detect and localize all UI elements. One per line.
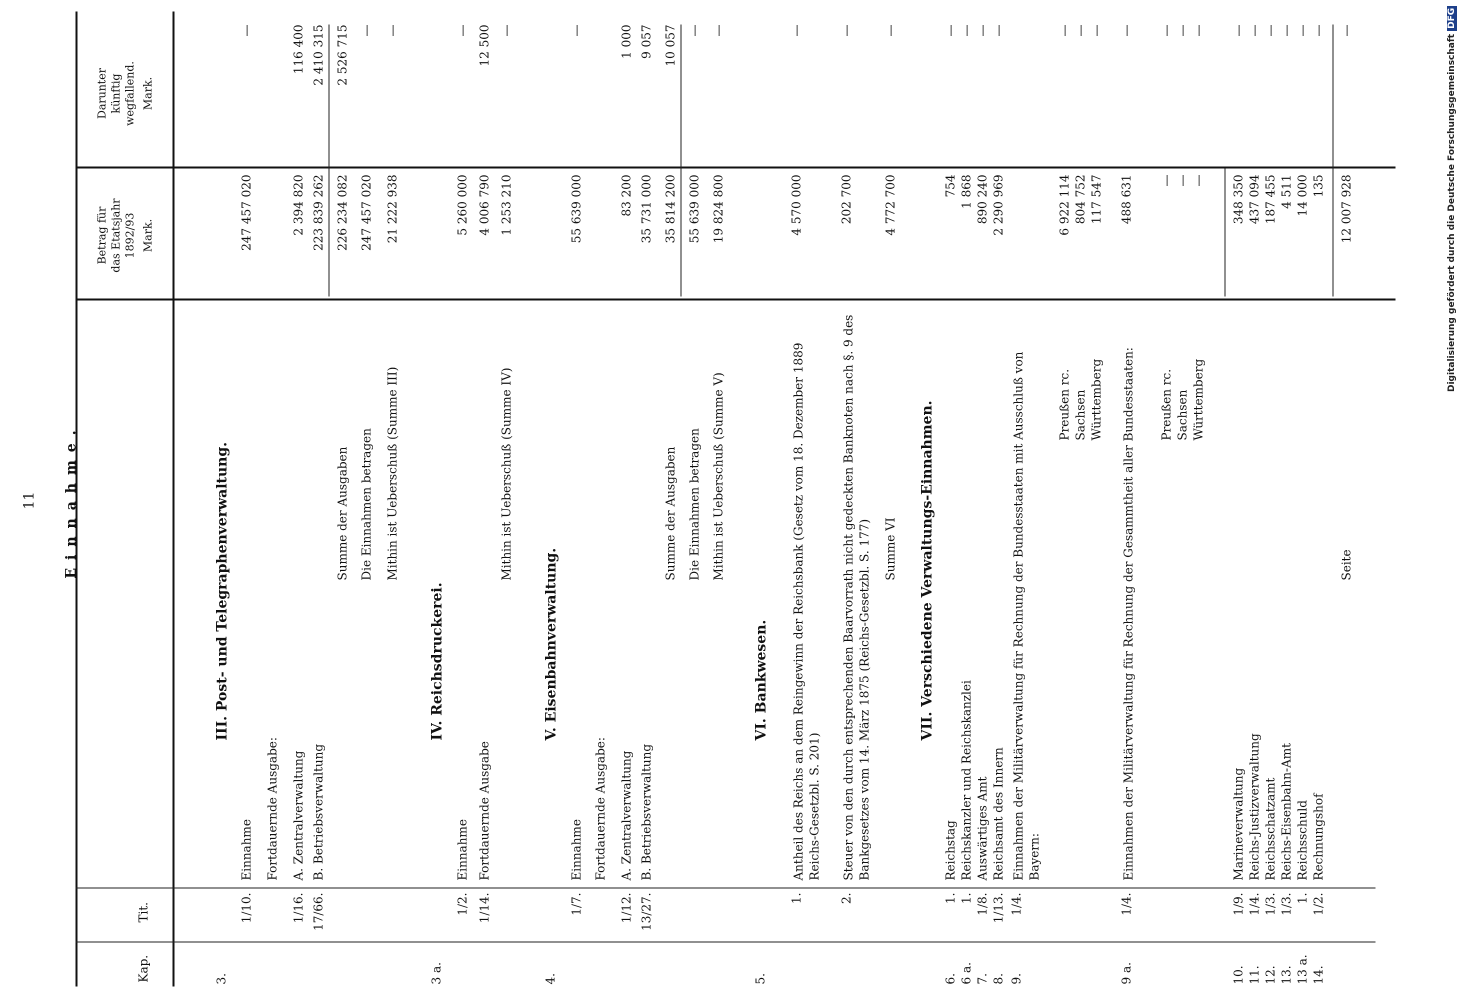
amount-cell: —: [1191, 174, 1205, 186]
tit-cell: 1.: [959, 892, 973, 904]
darunter-cell: —: [1311, 24, 1325, 36]
kap-cell: 7.: [975, 972, 989, 984]
darunter-cell: 116 400: [291, 24, 305, 74]
row-label: Summe VI: [883, 516, 897, 580]
darunter-cell: —: [1089, 24, 1103, 36]
darunter-cell: —: [1119, 24, 1133, 36]
row-label: Sachsen: [1073, 389, 1087, 440]
row-label: Fortdauernde Ausgabe:: [593, 736, 607, 880]
row-label: Marineverwaltung: [1231, 767, 1245, 880]
kap-cell: 12.: [1263, 964, 1277, 984]
row-label: B. Betriebsverwaltung: [311, 743, 325, 880]
amount-cell: 83 200: [619, 174, 633, 216]
row-label: Württemberg: [1089, 358, 1103, 440]
row-label: Einnahme: [455, 818, 469, 880]
row-label: Reichsschatzamt: [1263, 777, 1277, 880]
kap-cell: 9.: [1009, 972, 1023, 984]
amount-cell: 2 394 820: [291, 174, 305, 236]
amount-cell: 488 631: [1119, 174, 1133, 224]
kap-cell: 4.: [543, 972, 557, 984]
dfg-sidebar: [1438, 8, 1456, 392]
darunter-cell: —: [1175, 24, 1189, 36]
darunter-cell: —: [789, 24, 803, 36]
row-label: VII. Verschiedene Verwaltungs-Einnahmen.: [919, 399, 935, 740]
amount-cell: 55 639 000: [569, 174, 583, 243]
row-label: Steuer von den durch entsprechenden Baarvorrath nicht gedeckten Banknoten nach §. 9 des Bankgesetzes vom 14. März 1875 (Reichs-Gesetzbl. S. 177): [841, 314, 871, 880]
kap-cell: 13.: [1279, 964, 1293, 984]
tit-cell: 2.: [839, 892, 853, 904]
kap-cell: 9 a.: [1119, 961, 1133, 984]
amount-cell: 35 731 000: [639, 174, 653, 243]
tit-cell: 17/66.: [311, 892, 325, 931]
amount-cell: 2 290 969: [991, 174, 1005, 236]
kap-cell: 5.: [753, 972, 767, 984]
row-label: Einnahme: [239, 818, 253, 880]
row-label: Fortdauernde Ausgabe: [477, 740, 491, 880]
row-label: IV. Reichsdruckerei.: [429, 581, 445, 740]
amount-cell: 4 570 000: [789, 174, 803, 236]
amount-cell: 223 839 262: [311, 174, 325, 251]
amount-cell: 4 772 700: [883, 174, 897, 236]
tit-cell: 1/4.: [1247, 892, 1261, 916]
row-label: Seite: [1339, 548, 1353, 580]
amount-cell: —: [1159, 174, 1173, 186]
darunter-cell: —: [1247, 24, 1261, 36]
tit-cell: 1/14.: [477, 892, 491, 923]
darunter-cell: —: [1057, 24, 1071, 36]
amount-cell: 21 222 938: [385, 174, 399, 243]
kap-cell: 11.: [1247, 964, 1261, 984]
darunter-cell: —: [1191, 24, 1205, 36]
tit-cell: 1/3.: [1263, 892, 1277, 916]
row-label: B. Betriebsverwaltung: [639, 743, 653, 880]
darunter-cell: —: [991, 24, 1005, 36]
row-label: VI. Bankwesen.: [753, 619, 769, 740]
kap-cell: 3 a.: [429, 961, 443, 984]
kap-cell: 8.: [991, 972, 1005, 984]
row-label: Reichsamt des Innern: [991, 746, 1005, 880]
amount-cell: 247 457 020: [239, 174, 253, 251]
tit-cell: 1.: [789, 892, 803, 904]
amount-cell: 117 547: [1089, 174, 1103, 224]
tit-cell: 1/7.: [569, 892, 583, 916]
kap-cell: 6.: [943, 972, 957, 984]
row-label: Die Einnahmen betragen: [687, 427, 701, 580]
amount-cell: 187 455: [1263, 174, 1277, 224]
row-label: Württemberg: [1191, 358, 1205, 440]
darunter-cell: —: [1073, 24, 1087, 36]
row-label: III. Post- und Telegraphenverwaltung.: [214, 441, 230, 740]
darunter-cell: —: [975, 24, 989, 36]
tit-cell: 1/2.: [1311, 892, 1325, 916]
row-label: Reichskanzler und Reichskanzlei: [959, 679, 973, 880]
row-label: Preußen rc.: [1057, 368, 1071, 440]
row-label: Einnahme: [569, 818, 583, 880]
darunter-cell: 2 410 315: [311, 24, 325, 86]
row-label: V. Eisenbahnverwaltung.: [543, 547, 559, 740]
kap-cell: 14.: [1311, 964, 1325, 984]
header-tit: Tit.: [136, 901, 150, 922]
darunter-cell: —: [687, 24, 701, 36]
row-label: Mithin ist Ueberschuß (Summe III): [385, 366, 399, 580]
darunter-cell: 12 500: [477, 24, 491, 66]
row-label: Summe der Ausgaben: [663, 446, 677, 580]
tit-cell: 1/16.: [291, 892, 305, 923]
darunter-cell: 1 000: [619, 24, 633, 59]
darunter-cell: —: [943, 24, 957, 36]
row-label: A. Zentralverwaltung: [619, 750, 633, 880]
amount-cell: 55 639 000: [687, 174, 701, 243]
page-title: Einnahme.: [63, 421, 79, 579]
row-label: Preußen rc.: [1159, 368, 1173, 440]
darunter-cell: —: [1295, 24, 1309, 36]
amount-cell: 4 006 790: [477, 174, 491, 236]
amount-cell: 135: [1311, 174, 1325, 197]
tit-cell: 1/4.: [1119, 892, 1133, 916]
row-label: Mithin ist Ueberschuß (Summe V): [711, 371, 725, 580]
darunter-cell: —: [883, 24, 897, 36]
amount-cell: 35 814 200: [663, 174, 677, 243]
amount-cell: 226 234 082: [335, 174, 349, 251]
darunter-cell: 10 057: [663, 24, 677, 66]
row-label: Summe der Ausgaben: [335, 446, 349, 580]
darunter-cell: —: [385, 24, 399, 36]
row-label: Einnahmen der Militärverwaltung für Rechnung der Gesammtheit aller Bundesstaaten:: [1121, 346, 1135, 880]
kap-cell: 6 a.: [959, 961, 973, 984]
kap-cell: 13 a.: [1295, 953, 1309, 984]
darunter-cell: 2 526 715: [335, 24, 349, 86]
row-label: Die Einnahmen betragen: [359, 427, 373, 580]
kap-cell: 3.: [214, 972, 228, 984]
amount-cell: 1 253 210: [499, 174, 513, 236]
darunter-cell: —: [839, 24, 853, 36]
tit-cell: 1/3.: [1279, 892, 1293, 916]
page-number: 11: [21, 491, 37, 509]
amount-cell: 5 260 000: [455, 174, 469, 236]
darunter-cell: —: [499, 24, 513, 36]
amount-cell: 12 007 928: [1339, 174, 1353, 243]
kap-cell: 10.: [1231, 964, 1245, 984]
amount-cell: 348 350: [1231, 174, 1245, 224]
tit-cell: 1/4.: [1009, 892, 1023, 916]
amount-cell: 437 094: [1247, 174, 1261, 224]
row-label: Antheil des Reichs an dem Reingewinn der Reichsbank (Gesetz vom 18. Dezember 1889 Reichs-Gesetzbl. S. 201): [791, 342, 821, 880]
darunter-cell: —: [1231, 24, 1245, 36]
darunter-cell: —: [1339, 24, 1353, 36]
header-kap: Kap.: [136, 954, 150, 982]
darunter-cell: —: [359, 24, 373, 36]
row-label: Reichsschuld: [1295, 799, 1309, 880]
row-label: Rechnungshof: [1311, 792, 1325, 880]
darunter-cell: —: [1279, 24, 1293, 36]
tit-cell: 1.: [943, 892, 957, 904]
darunter-cell: —: [569, 24, 583, 36]
row-label: A. Zentralverwaltung: [291, 750, 305, 880]
tit-cell: 1/13.: [991, 892, 1005, 923]
dfg-credit-text: Digitalisierung gefördert durch die Deutsche Forschungsgemeinschaft: [1447, 33, 1457, 392]
row-label: Auswärtiges Amt: [975, 776, 989, 880]
darunter-cell: —: [1263, 24, 1277, 36]
tit-cell: 1.: [1295, 892, 1309, 904]
row-label: Reichstag: [943, 819, 957, 880]
darunter-cell: 9 057: [639, 24, 653, 59]
darunter-cell: —: [959, 24, 973, 36]
amount-cell: 754: [943, 174, 957, 197]
amount-cell: 19 824 800: [711, 174, 725, 243]
darunter-cell: —: [1159, 24, 1173, 36]
tit-cell: 1/8.: [975, 892, 989, 916]
amount-cell: 247 457 020: [359, 174, 373, 251]
dfg-badge: DFG: [1447, 7, 1457, 29]
tit-cell: 13/27.: [639, 892, 653, 931]
darunter-cell: —: [711, 24, 725, 36]
amount-cell: —: [1175, 174, 1189, 186]
amount-cell: 202 700: [839, 174, 853, 224]
row-label: Sachsen: [1175, 389, 1189, 440]
amount-cell: 4 511: [1279, 174, 1293, 209]
amount-cell: 14 000: [1295, 174, 1309, 216]
rotated-table: 11 Einnahme. Kap. Tit. Betrag für das Etatsjahr 1892/93 Mark. Darunter künftig wegfallend. Mark. 3. III. Post- und Telegraphenverwaltung. 1/10. Einnahme 247 457 020 — Fortdauernde Ausgabe: 1/16. A. Zentralverwaltung 2 394 820 116 400 17/66. B. Betriebsverwaltung 223 839 262 2 410 315 Summe der Ausgaben 226 234 082 2 526 715 Die Einnahmen betragen 247 457 020 — Mithin ist Ueberschuß (Summe III) 21 222 938 — 3 a. IV. Reichsdruckerei. 1/2. Einnahme 5 260 000 — 1/14. Fortdauernde Ausgabe 4 006 790 12 500 Mithin ist Ueberschuß (Summe IV) 1 253 210 — 4. V. Eisenbahnverwaltung. 1/7. Einnahme 55 639 000 — Fortdauernde Ausgabe: 1/12. A. Zentralverwaltung 83 200 1 000 13/27. B. Betriebsverwaltung 35 731 000 9 057 Summe der Ausgaben 35 814 200 10 057 Die Einnahmen betragen 55 639 000 — Mithin ist Ueberschuß (Summe V) 19 824 800 — 5. VI. Bankwesen. 1. Antheil des Reichs an dem Reingewinn der Reichsbank (Gesetz vom 18. Dezember 1889 Reichs-Gesetzbl. S. 201) 4 570 000 — 2. Steuer von den durch entsprechenden Baarvorrath nicht gedeckten Banknoten nach §. 9 des Bankgesetzes vom 14. März 1875 (Reichs-Gesetzbl. S. 177) 202 700 — Summe VI 4 772 700 — VII. Verschiedene Verwaltungs-Einnahmen. 6. 1. Reichstag 754 — 6 a. 1. Reichskanzler und Reichskanzlei 1 868 — 7. 1/8. Auswärtiges Amt 890 240 — 8. 1/13. Reichsamt des Innern 2 290 969 — 9. 1/4. Einnahmen der Militärverwaltung für Rechnung der Bundesstaaten mit Ausschluß von Bayern: Preußen rc. 6 922 114 — Sachsen 804 752 — Württemberg 117 547 — 9 a. 1/4. Einnahmen der Militärverwaltung für Rechnung der Gesammtheit aller Bundesstaaten: 488 631 — Preußen rc. — — Sachsen — — Württemberg — — 10. 1/9. Marineverwaltung 348 350 — 11. 1/4. Reichs-Justizverwaltung 437 094 — 12. 1/3. Reichsschatzamt 187 455 — 13. 1/3. Reichs-Eisenbahn-Amt 4 511 — 13 a. 1. Reichsschuld 14 000 — 14. 1/2. Rechnungshof 135 — Seite 12 007 928 —: [0, 0, 1457, 1000]
tit-cell: 1/9.: [1231, 892, 1245, 916]
tit-cell: 1/2.: [455, 892, 469, 916]
row-label: Reichs-Justizverwaltung: [1247, 732, 1261, 880]
tit-cell: 1/10.: [239, 892, 253, 923]
tit-cell: 1/12.: [619, 892, 633, 923]
amount-cell: 804 752: [1073, 174, 1087, 224]
row-label: Reichs-Eisenbahn-Amt: [1279, 742, 1293, 880]
row-label: Einnahmen der Militärverwaltung für Rechnung der Bundesstaaten mit Ausschluß von Bayern:: [1011, 351, 1041, 880]
amount-cell: 890 240: [975, 174, 989, 224]
amount-cell: 6 922 114: [1057, 174, 1071, 236]
row-label: Mithin ist Ueberschuß (Summe IV): [499, 367, 513, 580]
darunter-cell: —: [239, 24, 253, 36]
darunter-cell: —: [455, 24, 469, 36]
row-label: Fortdauernde Ausgabe:: [265, 736, 279, 880]
amount-cell: 1 868: [959, 174, 973, 209]
